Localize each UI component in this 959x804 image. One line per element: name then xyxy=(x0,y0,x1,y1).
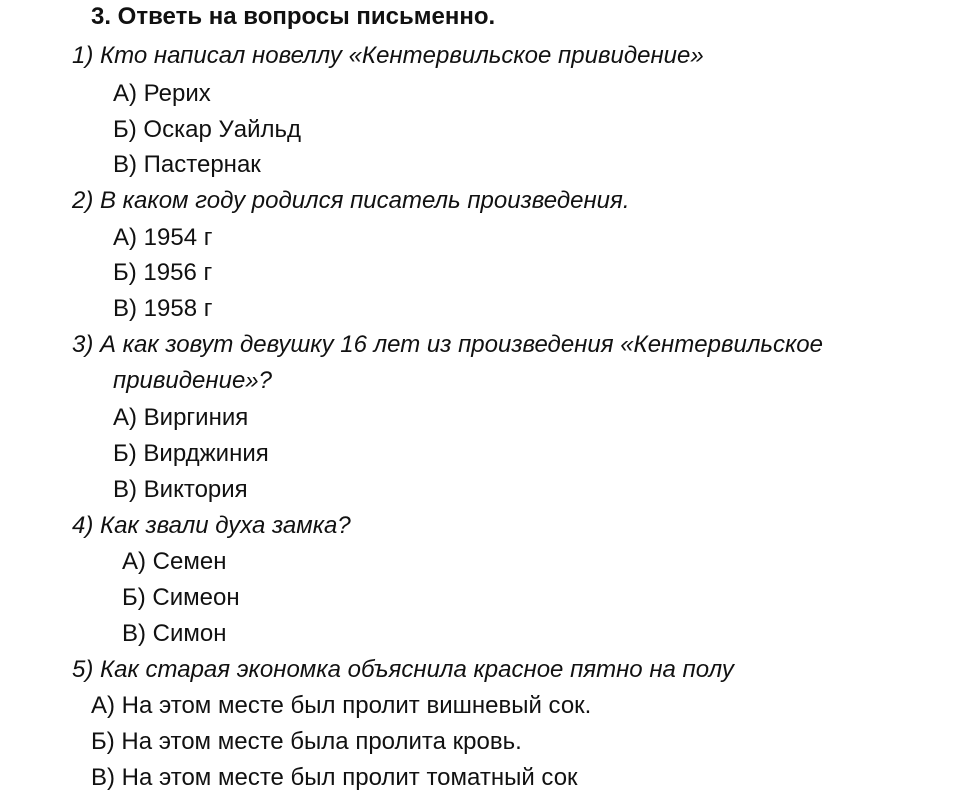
question-1: 1) Кто написал новеллу «Кентервильское привидение» xyxy=(72,42,704,69)
question-2: 2) В каком году родился писатель произведения. xyxy=(72,187,630,214)
question-3-option-c: В) Виктория xyxy=(113,476,248,503)
question-5-option-b: Б) На этом месте была пролита кровь. xyxy=(91,728,522,755)
question-5: 5) Как старая экономка объяснила красное пятно на полу xyxy=(72,656,734,683)
question-4-option-a: А) Семен xyxy=(122,548,227,575)
question-3-option-a: А) Виргиния xyxy=(113,404,249,431)
question-4-option-c: В) Симон xyxy=(122,620,227,647)
question-3-continuation: привидение»? xyxy=(113,367,272,394)
question-1-option-a: А) Рерих xyxy=(113,80,211,107)
question-2-option-a: А) 1954 г xyxy=(113,224,213,251)
question-4: 4) Как звали духа замка? xyxy=(72,512,351,539)
section-title: 3. Ответь на вопросы письменно. xyxy=(91,3,496,30)
question-1-option-b: Б) Оскар Уайльд xyxy=(113,116,301,143)
question-2-option-c: В) 1958 г xyxy=(113,295,213,322)
question-2-option-b: Б) 1956 г xyxy=(113,259,213,286)
question-3-option-b: Б) Вирджиния xyxy=(113,440,269,467)
question-3: 3) А как зовут девушку 16 лет из произведения «Кентервильское xyxy=(72,331,823,358)
question-5-option-c: В) На этом месте был пролит томатный сок xyxy=(91,764,578,791)
question-5-option-a: А) На этом месте был пролит вишневый сок. xyxy=(91,692,592,719)
question-4-option-b: Б) Симеон xyxy=(122,584,240,611)
question-1-option-c: В) Пастернак xyxy=(113,151,261,178)
